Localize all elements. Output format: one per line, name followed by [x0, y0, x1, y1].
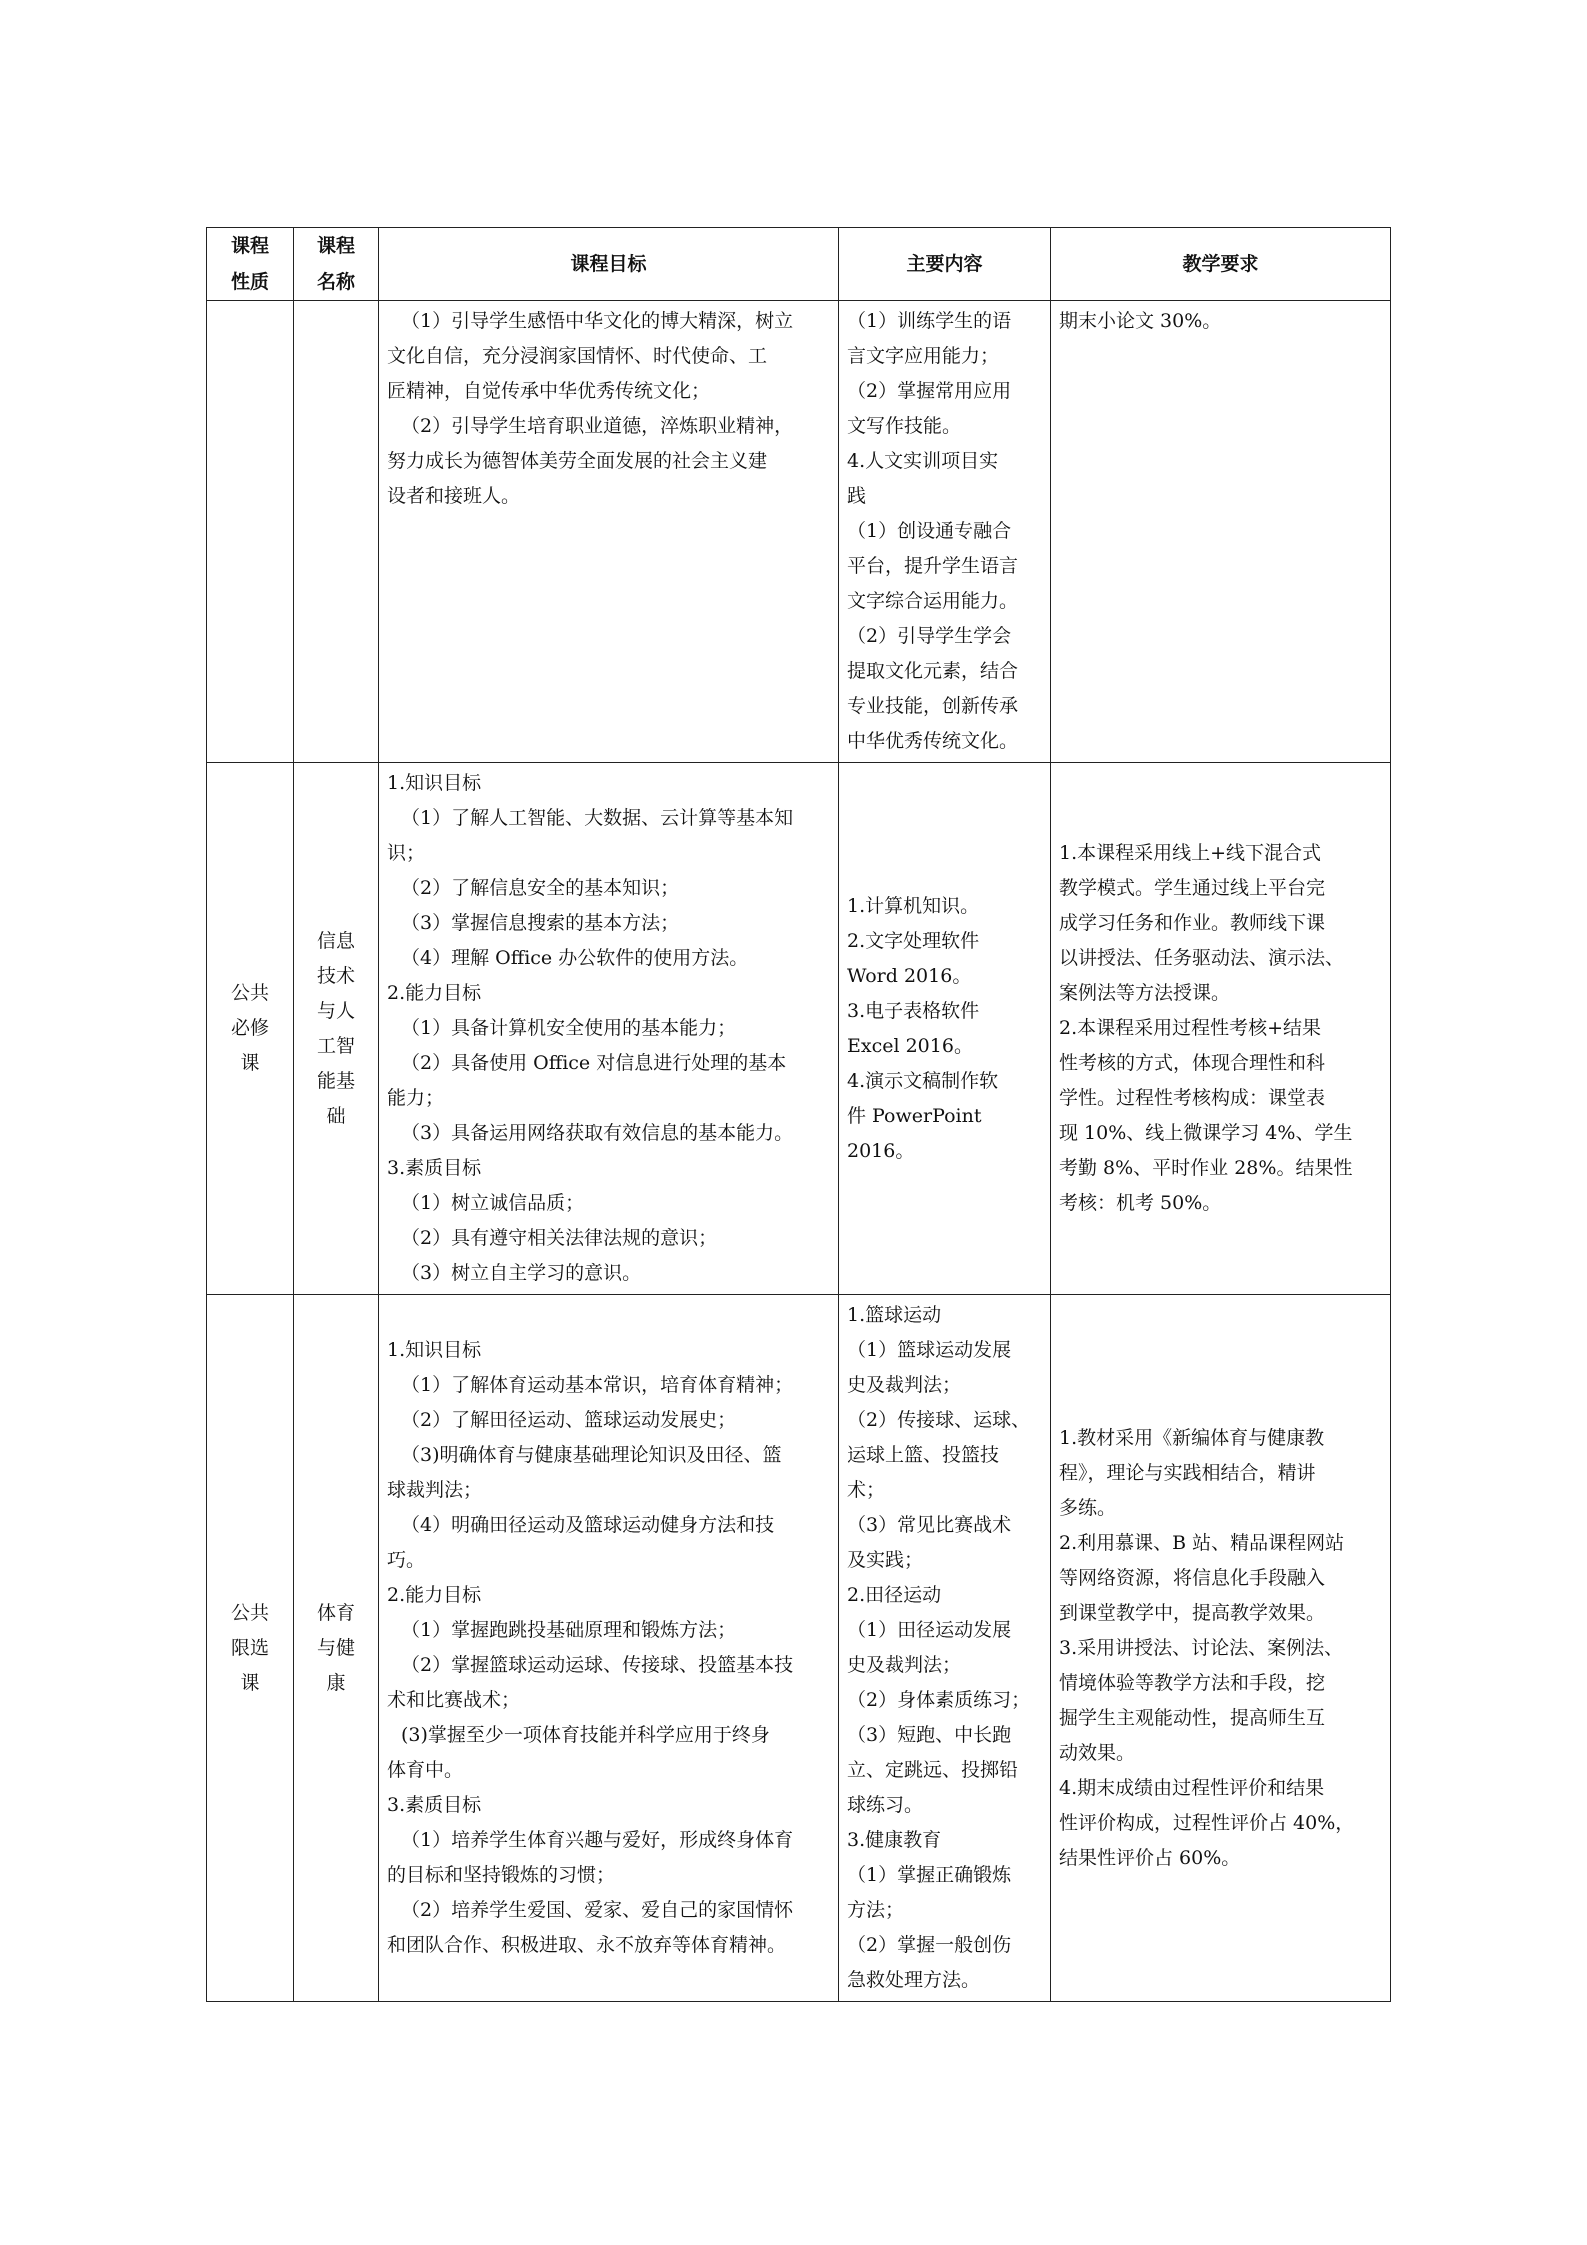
content-cell: [839, 301, 1051, 763]
table-row: [207, 763, 1391, 1295]
text-line: 与人: [316, 999, 355, 1022]
text-line: （2）培养学生爱国、爱家、爱自己的家国情怀: [401, 1899, 794, 1921]
objectives-cell: [379, 301, 839, 763]
text-line: 期末小论文 30%。: [1059, 310, 1222, 332]
text-line: （1）训练学生的语: [847, 310, 1012, 332]
text-line: 3.素质目标: [387, 1157, 482, 1179]
text-line: 结果性评价占 60%。: [1059, 1846, 1241, 1869]
nature-cell: [207, 1295, 294, 2002]
text-line: （2）了解信息安全的基本知识；: [401, 877, 680, 899]
header-content: 主要内容: [839, 228, 1051, 301]
text-line: 考核：机考 50%。: [1059, 1192, 1222, 1214]
course-table: [206, 227, 1391, 2002]
text-line: 2.田径运动: [847, 1584, 942, 1606]
text-line: 平台，提升学生语言: [847, 555, 1019, 577]
text-line: 的目标和坚持锻炼的习惯；: [387, 1864, 616, 1886]
content-cell: [839, 1295, 1051, 2002]
text-line: 以讲授法、任务驱动法、演示法、: [1059, 947, 1345, 969]
text-line: 到课堂教学中，提高教学效果。: [1059, 1601, 1326, 1624]
text-line: 1.知识目标: [387, 772, 482, 794]
text-line: （1）了解人工智能、大数据、云计算等基本知: [401, 807, 794, 829]
text-line: 2016。: [847, 1139, 915, 1162]
text-line: 1.篮球运动: [847, 1304, 942, 1326]
name-cell: [294, 763, 379, 1295]
text-line: （2）具备使用 Office 对信息进行处理的基本: [401, 1052, 787, 1074]
text-line: （2）身体素质练习；: [847, 1689, 1031, 1711]
text-line: 3.采用讲授法、讨论法、案例法、: [1059, 1636, 1344, 1659]
text-line: 1.知识目标: [387, 1339, 482, 1361]
text-line: 能力；: [387, 1087, 445, 1109]
text-line: 康: [326, 1671, 346, 1694]
text-line: 2.能力目标: [387, 982, 482, 1004]
text-line: 史及裁判法；: [847, 1374, 962, 1396]
text-line: （1）培养学生体育兴趣与爱好，形成终身体育: [401, 1829, 794, 1851]
text-line: 1.本课程采用线上+线下混合式: [1059, 842, 1322, 864]
text-line: 1.计算机知识。: [847, 894, 980, 917]
text-line: （2）引导学生学会: [847, 625, 1012, 647]
requirements-cell: [1051, 301, 1391, 763]
text-line: （2）了解田径运动、篮球运动发展史；: [401, 1409, 737, 1431]
text-line: 成学习任务和作业。教师线下课: [1059, 912, 1326, 934]
table-row: [207, 1295, 1391, 2002]
text-line: Word 2016。: [847, 964, 972, 987]
header-row: [207, 228, 1391, 301]
name-cell: [294, 301, 379, 763]
text-line: 必修: [230, 1017, 269, 1039]
text-line: （4）明确田径运动及篮球运动健身方法和技: [401, 1514, 775, 1536]
text-line: 及实践；: [847, 1549, 924, 1571]
text-line: 术和比赛战术；: [387, 1689, 521, 1711]
table-row: [207, 301, 1391, 763]
text-line: 文字综合运用能力。: [847, 590, 1019, 612]
text-line: （3）常见比赛战术: [847, 1514, 1012, 1536]
text-line: 文化自信，充分浸润家国情怀、时代使命、工: [387, 345, 768, 367]
text-line: 性评价构成，过程性评价占 40%，: [1059, 1811, 1355, 1834]
text-line: （1）引导学生感悟中华文化的博大精深，树立: [401, 310, 794, 332]
text-line: 践: [847, 485, 867, 507]
text-line: 巧。: [387, 1549, 426, 1571]
text-line: 动效果。: [1059, 1741, 1136, 1764]
text-line: 情境体验等教学方法和手段，挖: [1059, 1671, 1326, 1694]
text-line: (3)掌握至少一项体育技能并科学应用于终身: [401, 1724, 770, 1746]
text-line: 性考核的方式，体现合理性和科: [1059, 1052, 1326, 1074]
text-line: 专业技能，创新传承: [847, 695, 1019, 717]
text-line: 掘学生主观能动性，提高师生互: [1059, 1706, 1326, 1729]
text-line: 工智: [316, 1034, 355, 1057]
text-line: 文写作技能。: [847, 415, 962, 437]
text-line: （2）掌握常用应用: [847, 380, 1012, 402]
text-line: （3)明确体育与健康基础理论知识及田径、篮: [401, 1444, 782, 1466]
text-line: （3）具备运用网络获取有效信息的基本能力。: [401, 1122, 794, 1144]
text-line: （1）具备计算机安全使用的基本能力；: [401, 1017, 737, 1039]
text-line: 与健: [316, 1636, 355, 1659]
text-line: 球练习。: [847, 1794, 924, 1816]
text-line: 2.文字处理软件: [847, 929, 980, 952]
text-line: （1）创设通专融合: [847, 520, 1012, 542]
requirements-cell: [1051, 763, 1391, 1295]
text-line: 4.期末成绩由过程性评价和结果: [1059, 1776, 1325, 1799]
text-line: 3.素质目标: [387, 1794, 482, 1816]
text-line: 公共: [230, 1601, 269, 1624]
text-line: 件 PowerPoint: [847, 1104, 982, 1127]
text-line: 术；: [847, 1479, 886, 1501]
text-line: （2）传接球、运球、: [847, 1409, 1031, 1431]
text-line: 运球上篮、投篮技: [847, 1444, 1000, 1466]
text-line: 体育中。: [387, 1759, 464, 1781]
text-line: 等网络资源，将信息化手段融入: [1059, 1566, 1326, 1589]
text-line: 识；: [387, 842, 426, 864]
text-line: 2.能力目标: [387, 1584, 482, 1606]
nature-cell: [207, 301, 294, 763]
header-objectives: 课程目标: [379, 228, 839, 301]
text-line: 础: [326, 1104, 346, 1127]
text-line: 学性。过程性考核构成：课堂表: [1059, 1087, 1326, 1109]
text-line: （1）掌握跑跳投基础原理和锻炼方法；: [401, 1619, 737, 1641]
text-line: 努力成长为德智体美劳全面发展的社会主义建: [387, 450, 768, 472]
text-line: （3）树立自主学习的意识。: [401, 1262, 642, 1284]
text-line: 匠精神，自觉传承中华优秀传统文化；: [387, 380, 711, 402]
text-line: Excel 2016。: [847, 1034, 973, 1057]
text-line: （1）掌握正确锻炼: [847, 1864, 1012, 1886]
text-line: （2）引导学生培育职业道德，淬炼职业精神，: [401, 415, 794, 437]
text-line: 4.人文实训项目实: [847, 450, 999, 472]
text-line: 课: [240, 1671, 260, 1694]
text-line: 3.电子表格软件: [847, 999, 980, 1022]
text-line: 球裁判法；: [387, 1479, 483, 1501]
text-line: （1）田径运动发展: [847, 1619, 1012, 1641]
text-line: 限选: [230, 1636, 269, 1659]
text-line: 3.健康教育: [847, 1829, 942, 1851]
text-line: 体育: [316, 1601, 355, 1624]
nature-cell: [207, 763, 294, 1295]
text-line: 急救处理方法。: [847, 1969, 981, 1991]
text-line: （1）篮球运动发展: [847, 1339, 1012, 1361]
text-line: 方法；: [847, 1899, 905, 1921]
header-name: 课程 名称: [294, 228, 379, 301]
content-cell: [839, 763, 1051, 1295]
text-line: 教学模式。学生通过线上平台完: [1059, 877, 1326, 899]
text-line: （2）具有遵守相关法律法规的意识；: [401, 1227, 718, 1249]
text-line: 和团队合作、积极进取、永不放弃等体育精神。: [387, 1934, 787, 1956]
text-line: 能基: [316, 1069, 355, 1092]
text-line: 立、定跳远、投掷铅: [847, 1759, 1019, 1781]
objectives-cell: [379, 763, 839, 1295]
text-line: （4）理解 Office 办公软件的使用方法。: [401, 947, 749, 969]
text-line: 现 10%、线上微课学习 4%、学生: [1059, 1122, 1353, 1144]
text-line: 案例法等方法授课。: [1059, 982, 1231, 1004]
text-line: （2）掌握一般创伤: [847, 1934, 1012, 1956]
text-line: 课: [240, 1052, 260, 1074]
text-line: 言文字应用能力；: [847, 345, 1000, 367]
text-line: （1）树立诚信品质；: [401, 1192, 585, 1214]
objectives-cell: [379, 1295, 839, 2002]
text-line: 公共: [230, 982, 269, 1004]
text-line: 史及裁判法；: [847, 1654, 962, 1676]
text-line: 提取文化元素，结合: [847, 660, 1019, 682]
text-line: （3）掌握信息搜索的基本方法；: [401, 912, 680, 934]
header-nature: 课程 性质: [207, 228, 294, 301]
header-requirements: 教学要求: [1051, 228, 1391, 301]
text-line: 程》，理论与实践相结合，精讲: [1059, 1461, 1316, 1484]
text-line: 4.演示文稿制作软: [847, 1069, 999, 1092]
text-line: 1.教材采用《新编体育与健康教: [1059, 1426, 1325, 1449]
text-line: 中华优秀传统文化。: [847, 730, 1019, 752]
text-line: 2.利用慕课、B 站、精品课程网站: [1059, 1531, 1345, 1554]
text-line: （2）掌握篮球运动运球、传接球、投篮基本技: [401, 1654, 794, 1676]
requirements-cell: [1051, 1295, 1391, 2002]
name-cell: [294, 1295, 379, 2002]
text-line: （1）了解体育运动基本常识，培育体育精神；: [401, 1374, 794, 1396]
text-line: （3）短跑、中长跑: [847, 1724, 1012, 1746]
text-line: 多练。: [1059, 1496, 1117, 1519]
text-line: 信息: [316, 929, 355, 952]
text-line: 考勤 8%、平时作业 28%。结果性: [1059, 1157, 1353, 1179]
text-line: 2.本课程采用过程性考核+结果: [1059, 1017, 1322, 1039]
text-line: 技术: [316, 964, 355, 987]
text-line: 设者和接班人。: [387, 485, 521, 507]
